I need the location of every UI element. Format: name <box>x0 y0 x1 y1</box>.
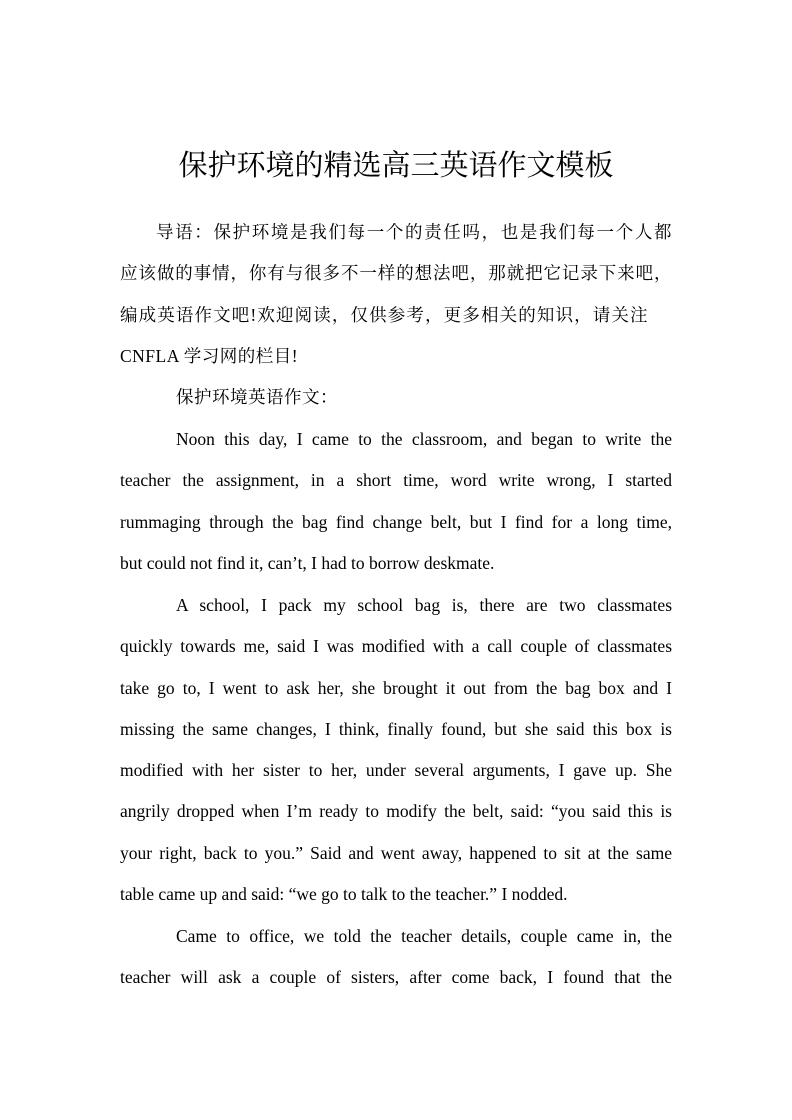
paragraph-line: missing the same changes, I think, finally found, but she said this box is <box>120 718 672 739</box>
essay-paragraph-2 <box>120 585 672 915</box>
intro-line: CNFLA 学习网的栏目! <box>120 345 299 366</box>
paragraph-line: teacher will ask a couple of sisters, after come back, I found that the <box>120 967 672 988</box>
paragraph-line: take go to, I went to ask her, she brought it out from the bag box and I <box>120 677 672 698</box>
document-title: 保护环境的精选高三英语作文模板 <box>178 148 614 182</box>
intro-line: 应该做的事情，你有与很多不一样的想法吧，那就把它记录下来吧， <box>120 263 672 284</box>
paragraph-line: Came to office, we told the teacher details, couple came in, the <box>176 926 672 946</box>
intro-paragraph <box>120 212 672 377</box>
paragraph-line: table came up and said: “we go to talk to the teacher.” I nodded. <box>120 884 568 905</box>
essay-paragraph-1 <box>120 419 672 584</box>
essay-paragraph-3 <box>120 916 672 999</box>
paragraph-line: but could not find it, can’t, I had to borrow deskmate. <box>120 552 495 573</box>
paragraph-line: Noon this day, I came to the classroom, and began to write the <box>176 429 672 449</box>
section-heading-block <box>120 377 672 418</box>
intro-line: 导语：保护环境是我们每一个的责任吗，也是我们每一个人都 <box>156 222 672 242</box>
paragraph-line: rummaging through the bag find change belt, but I find for a long time, <box>120 511 672 532</box>
section-heading: 保护环境英语作文： <box>176 387 338 407</box>
paragraph-line: angrily dropped when I’m ready to modify the belt, said: “you said this is <box>120 801 672 822</box>
paragraph-line: A school, I pack my school bag is, there are two classmates <box>176 595 672 615</box>
paragraph-line: modified with her sister to her, under several arguments, I gave up. She <box>120 760 672 781</box>
paragraph-line: teacher the assignment, in a short time, word write wrong, I started <box>120 470 672 491</box>
intro-line: 编成英语作文吧!欢迎阅读，仅供参考，更多相关的知识，请关注 <box>120 304 648 325</box>
paragraph-line: your right, back to you.” Said and went away, happened to sit at the same <box>120 842 672 863</box>
paragraph-line: quickly towards me, said I was modified with a call couple of classmates <box>120 636 672 657</box>
